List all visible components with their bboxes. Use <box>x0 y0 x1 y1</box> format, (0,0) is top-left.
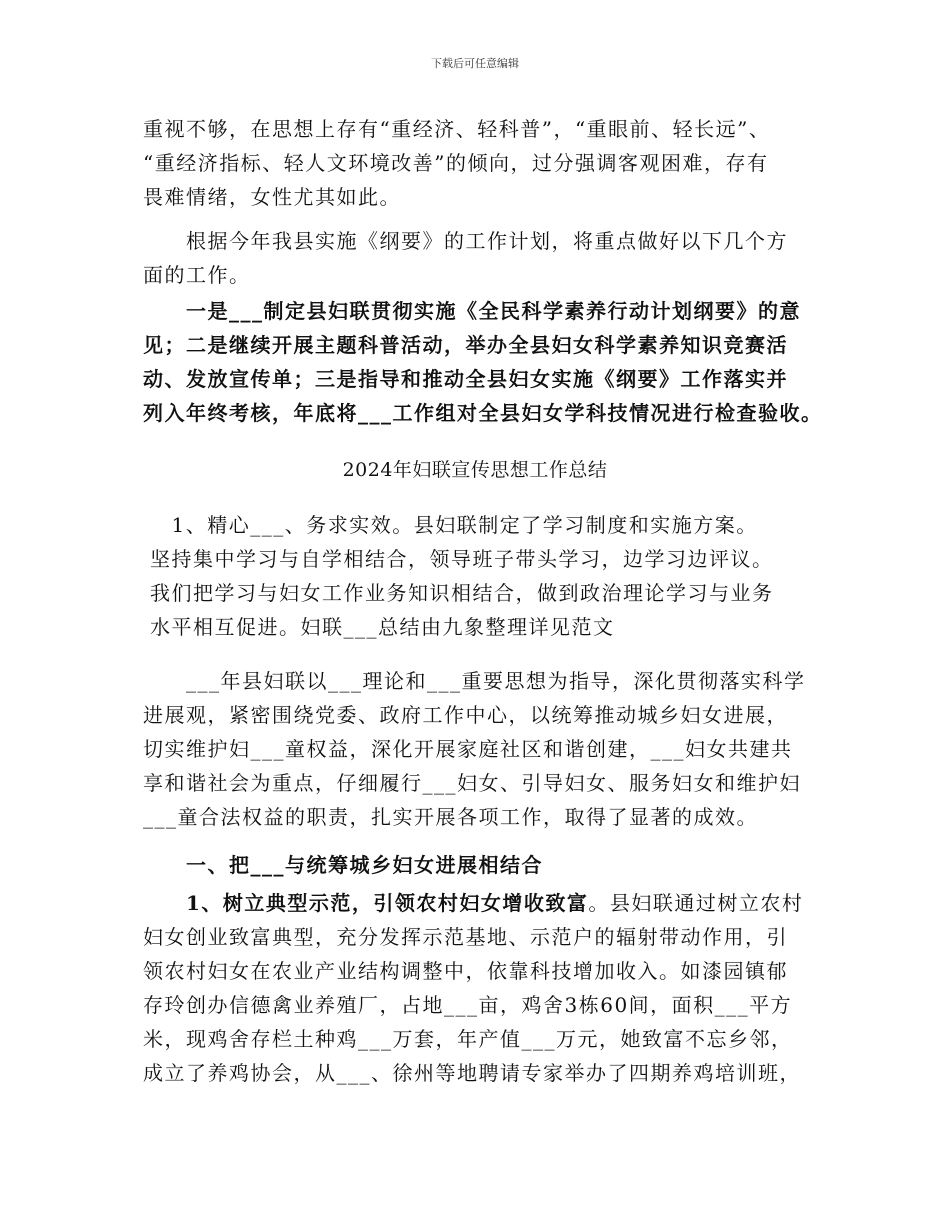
paragraph-6 <box>143 886 823 1090</box>
text-line: 存玲创办信德禽业养殖厂，占地___亩，鸡舍3栋60间，面积___平方 <box>143 993 793 1017</box>
paragraph-4 <box>150 508 830 644</box>
section-title: 2024年妇联宣传思想工作总结 <box>342 459 608 481</box>
text-line: 一、把___与统筹城乡妇女进展相结合 <box>143 853 543 877</box>
text-line: 我们把学习与妇女工作业务知识相结合，做到政治理论学习与业务 <box>150 581 774 605</box>
text-line: 成立了养鸡协会，从___、徐州等地聘请专家举办了四期养鸡培训班， <box>143 1061 801 1085</box>
text-line: 切实维护妇___童权益，深化开展家庭社区和谐创建，___妇女共建共 <box>143 737 793 761</box>
text-line: 见；二是继续开展主题科普活动，举办全县妇女科学素养知识竞赛活 <box>143 333 788 357</box>
text-line: 享和谐社会为重点，仔细履行___妇女、引导妇女、服务妇女和维护妇 <box>143 771 801 795</box>
text-line: 列入年终考核，年底将___工作组对全县妇女学科技情况进行检查验收。 <box>143 401 823 425</box>
text-line: 重视不够，在思想上存有“重经济、轻科普”，“重眼前、轻长远”、 <box>143 117 771 141</box>
text-line: ___年县妇联以___理论和___重要思想为指导，深化贯彻落实科学 <box>143 669 806 693</box>
heading-1 <box>143 848 823 882</box>
paragraph-1 <box>143 112 823 214</box>
text-line: 动、发放宣传单；三是指导和推动全县妇女实施《纲要》工作落实并 <box>143 367 788 391</box>
text-line: “重经济指标、轻人文环境改善”的倾向，过分强调客观困难，存有 <box>143 151 769 175</box>
paragraph-3-bold <box>143 294 823 430</box>
text-line: 进展观，紧密围绕党委、政府工作中心，以统筹推动城乡妇女进展， <box>143 703 788 727</box>
text-line: 面的工作。 <box>143 263 251 287</box>
text-line: 1、精心___、务求实效。县妇联制定了学习制度和实施方案。 <box>150 513 758 537</box>
lead-bold-text: 1、树立典型示范，引领农村妇女增收致富 <box>143 891 589 915</box>
paragraph-5 <box>143 664 823 834</box>
text-line: 根据今年我县实施《纲要》的工作计划，将重点做好以下几个方 <box>143 229 788 253</box>
page-header: 下载后可任意编辑 <box>431 57 519 70</box>
lead-rest-text: 。县妇联通过树立农村 <box>588 891 804 915</box>
paragraph-2 <box>143 224 823 292</box>
text-line: 领农村妇女在农业产业结构调整中，依靠科技增加收入。如漆园镇郁 <box>143 959 788 983</box>
text-line: 米，现鸡舍存栏土种鸡___万套，年产值___万元，她致富不忘乡邻， <box>143 1027 793 1051</box>
text-line: 一是___制定县妇联贯彻实施《全民科学素养行动计划纲要》的意 <box>143 299 801 323</box>
text-line: 畏难情绪，女性尤其如此。 <box>143 185 401 209</box>
text-line: 坚持集中学习与自学相结合，领导班子带头学习，边学习边评议。 <box>150 547 774 571</box>
text-line <box>143 886 823 920</box>
text-line: ___童合法权益的职责，扎实开展各项工作，取得了显著的成效。 <box>143 805 758 829</box>
text-line: 妇女创业致富典型，充分发挥示范基地、示范户的辐射带动作用，引 <box>143 925 788 949</box>
text-line: 水平相互促进。妇联___总结由九象整理详见范文 <box>150 615 615 639</box>
